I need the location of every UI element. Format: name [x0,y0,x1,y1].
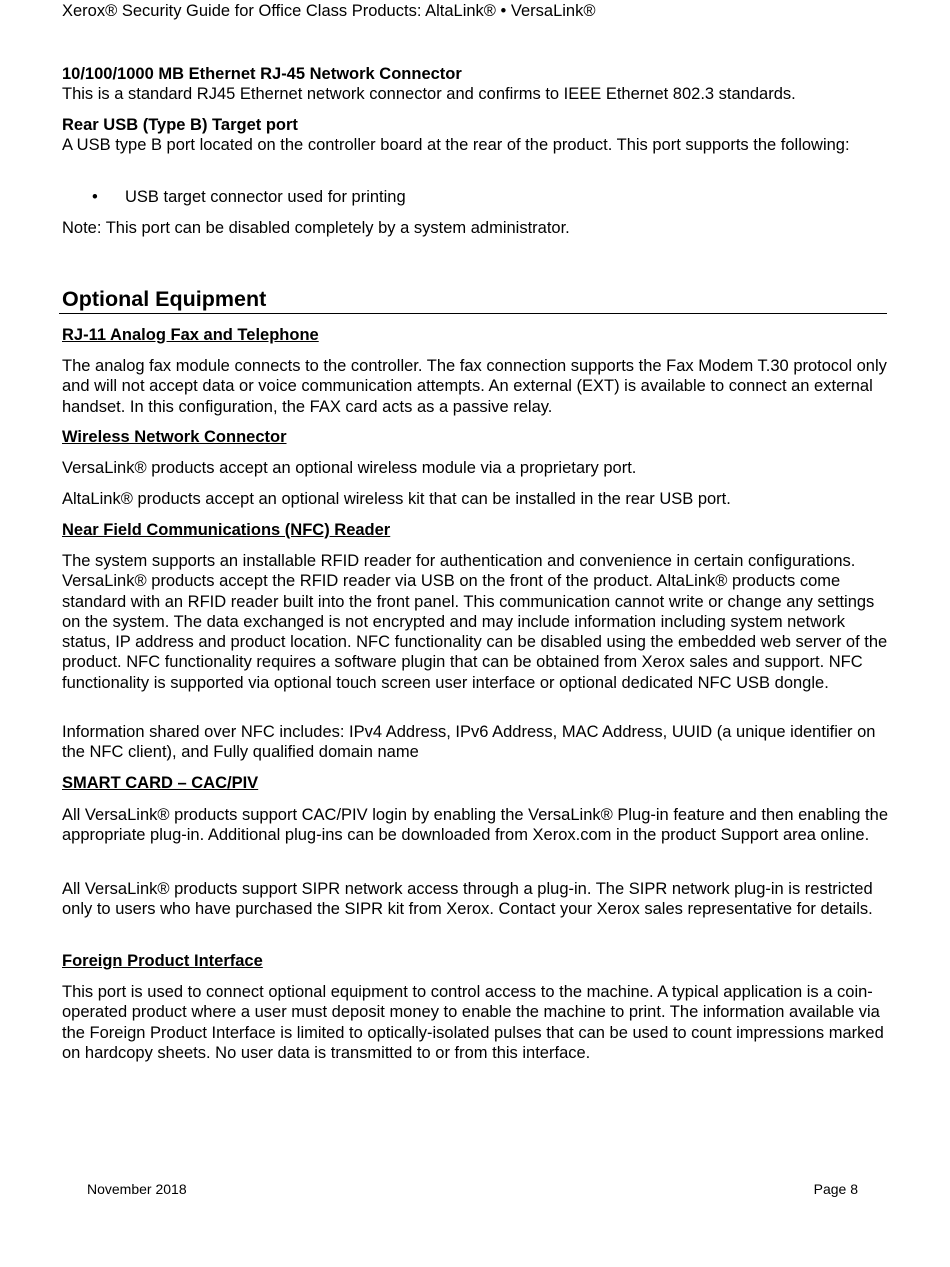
smartcard-paragraph-2: All VersaLink® products support SIPR network access through a plug-in. The SIPR network plug-in is restricted only to users who have purchased the SIPR kit from Xerox. Contact your Xerox sales representative for details. [62,880,873,919]
usb-bullet-item: USB target connector used for printing [125,188,406,206]
usb-heading: Rear USB (Type B) Target port [62,116,298,134]
nfc-paragraph-1: The system supports an installable RFID reader for authentication and convenience in certain configurations. VersaLink® products accept the RFID reader via USB on the front of the product. AltaLink® products come standard with an RFID reader built into the front panel. This communication cannot write or change any settings on the system. The data exchanged is not encrypted and may include information including system network status, IP address and product location. NFC functionality can be disabled using the embedded web server of the product. NFC functionality requires a software plugin that can be obtained from Xerox sales and support. NFC functionality is supported via optional touch screen user interface or optional dedicated NFC USB dongle. [62,552,888,692]
fax-body: The analog fax module connects to the controller. The fax connection supports the Fax Modem T.30 protocol only and will not accept data or voice communication attempts. An external (EXT) is available to connect an external handset. In this configuration, the FAX card acts as a passive relay. [62,357,887,416]
wireless-paragraph-1: VersaLink® products accept an optional wireless module via a proprietary port. [62,459,637,477]
foreign-interface-body: This port is used to connect optional equipment to control access to the machine. A typical application is a coin-operated product where a user must deposit money to enable the machine to print. The information available via the Foreign Product Interface is limited to optically-isolated pulses that can be used to count impressions marked on hardcopy sheets. No user data is transmitted to or from this interface. [62,983,884,1062]
fax-heading: RJ-11 Analog Fax and Telephone [62,326,319,344]
smartcard-paragraph-1: All VersaLink® products support CAC/PIV login by enabling the VersaLink® Plug-in feature and then enabling the appropriate plug-in. Additional plug-ins can be downloaded from Xerox.com in the product Support area online. [62,806,888,845]
nfc-paragraph-2: Information shared over NFC includes: IPv4 Address, IPv6 Address, MAC Address, UUID (a unique identifier on the NFC client), and Fully qualified domain name [62,723,876,762]
wireless-paragraph-2: AltaLink® products accept an optional wireless kit that can be installed in the rear USB port. [62,490,731,508]
foreign-interface-heading: Foreign Product Interface [62,952,263,970]
wireless-heading: Wireless Network Connector [62,428,287,446]
section-title: Optional Equipment [62,287,267,311]
nfc-heading: Near Field Communications (NFC) Reader [62,521,391,539]
ethernet-heading: 10/100/1000 MB Ethernet RJ-45 Network Connector [62,65,462,83]
smartcard-heading: SMART CARD – CAC/PIV [62,774,259,792]
bullet-marker: • [92,188,98,206]
running-header: Xerox® Security Guide for Office Class Products: AltaLink® • VersaLink® [62,2,596,20]
section-rule [59,313,887,314]
ethernet-body: This is a standard RJ45 Ethernet network connector and confirms to IEEE Ethernet 802.3 standards. [62,85,796,103]
footer-page-number: Page 8 [813,1181,858,1197]
usb-body: A USB type B port located on the controller board at the rear of the product. This port supports the following: [62,136,850,154]
usb-note: Note: This port can be disabled completely by a system administrator. [62,219,570,237]
footer-date: November 2018 [87,1181,187,1197]
